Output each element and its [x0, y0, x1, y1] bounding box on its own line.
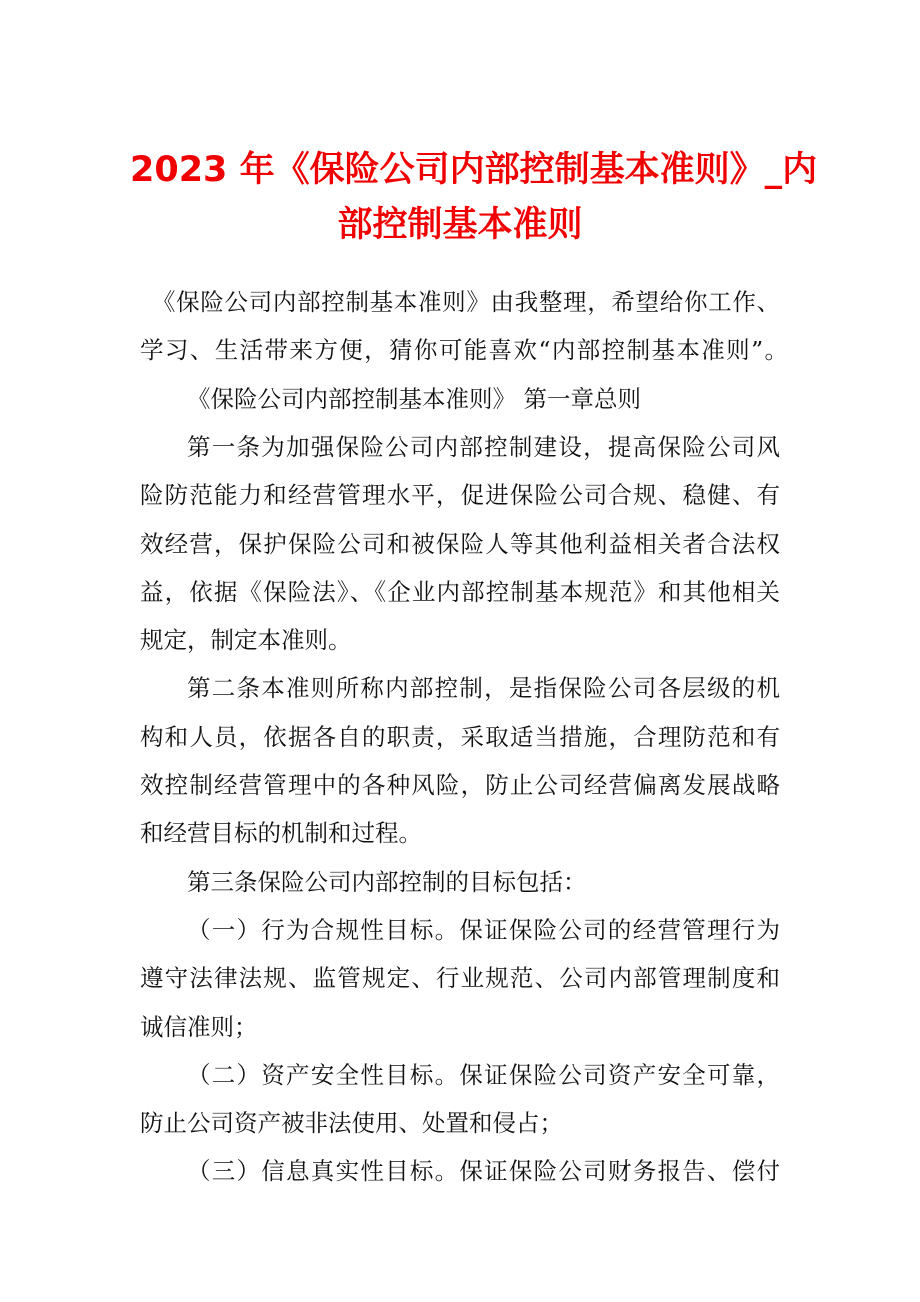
text-line: 益，依据《保险法》、《企业内部控制基本规范》和其他相关 [140, 577, 780, 606]
text-line: 构和人员，依据各自的职责，采取适当措施，合理防范和有 [140, 722, 780, 751]
text-line: 诚信准则； [140, 1012, 258, 1041]
text-line: 学习、生活带来方便，猜你可能喜欢“内部控制基本准则”。 [140, 336, 788, 365]
text-line: （三）信息真实性目标。保证保险公司财务报告、偿付 [187, 1157, 780, 1186]
text-line: 第一条为加强保险公司内部控制建设，提高保险公司风 [187, 432, 780, 461]
document-title-line-1: 2023 年《保险公司内部控制基本准则》_内 [130, 150, 818, 190]
text-line: 第二条本准则所称内部控制，是指保险公司各层级的机 [187, 674, 780, 703]
text-line: 效控制经营管理中的各种风险，防止公司经营偏离发展战略 [140, 771, 780, 799]
text-line: 《保险公司内部控制基本准则》由我整理，希望给你工作、 [152, 288, 780, 316]
text-line: 防止公司资产被非法使用、处置和侵占； [140, 1109, 563, 1138]
document-title-line-2: 部控制基本准则 [337, 205, 583, 245]
text-line: 第三条保险公司内部控制的目标包括： [187, 867, 587, 896]
text-line: 遵守法律法规、监管规定、行业规范、公司内部管理制度和 [140, 964, 780, 993]
text-line: 规定，制定本准则。 [140, 626, 352, 655]
text-line: （二）资产安全性目标。保证保险公司资产安全可靠， [187, 1060, 780, 1089]
text-line: 效经营，保护保险公司和被保险人等其他利益相关者合法权 [140, 529, 780, 558]
text-line: （一）行为合规性目标。保证保险公司的经营管理行为 [187, 915, 780, 944]
text-line: 和经营目标的机制和过程。 [140, 819, 422, 848]
text-line: 《保险公司内部控制基本准则》 第一章总则 [187, 384, 641, 413]
text-line: 险防范能力和经营管理水平，促进保险公司合规、稳健、有 [140, 481, 780, 510]
